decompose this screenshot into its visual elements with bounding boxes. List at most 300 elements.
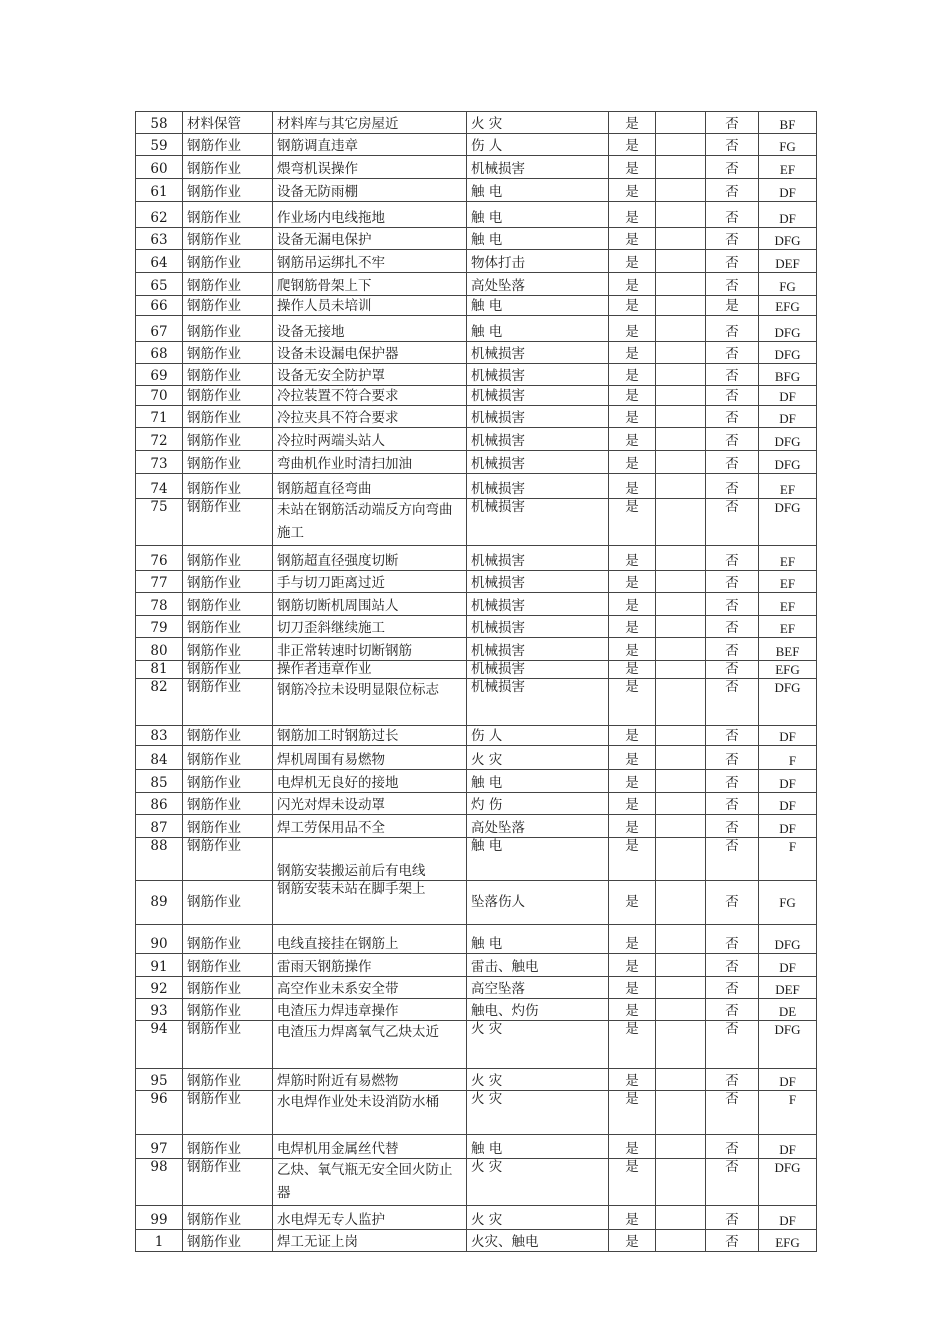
hazard-cell: 坠落伤人 [467,881,609,925]
category-cell: 钢筋作业 [183,316,273,342]
blank-cell [656,616,706,638]
blank-cell [656,925,706,954]
yes-cell: 是 [609,571,656,593]
hazard-cell: 伤 人 [467,134,609,156]
code-cell: EF [759,156,817,179]
category-cell: 钢筋作业 [183,474,273,499]
table-row [136,999,817,1021]
category-cell: 钢筋作业 [183,593,273,616]
code-cell: DEF [759,977,817,999]
row-number: 84 [136,746,183,770]
yes-cell: 是 [609,1159,656,1206]
table-row [136,1159,817,1206]
blank-cell [656,571,706,593]
no-cell: 否 [706,1230,759,1252]
table-row [136,881,817,925]
blank-cell [656,202,706,228]
row-number: 95 [136,1069,183,1091]
table-row [136,616,817,638]
table-row [136,770,817,793]
item-cell: 闪光对焊未设动罩 [273,793,467,815]
code-cell: DFG [759,451,817,474]
table-row [136,406,817,428]
no-cell: 否 [706,593,759,616]
table-row [136,202,817,228]
category-cell: 材料保管 [183,112,273,134]
yes-cell: 是 [609,746,656,770]
no-cell: 否 [706,179,759,202]
blank-cell [656,881,706,925]
item-cell: 乙炔、氧气瓶无安全回火防止器 [273,1159,467,1206]
item-cell: 钢筋安装未站在脚手架上 [273,881,467,925]
row-number: 80 [136,638,183,661]
item-cell: 材料库与其它房屋近 [273,112,467,134]
yes-cell: 是 [609,451,656,474]
row-number: 76 [136,546,183,571]
table-row [136,386,817,406]
item-cell: 非正常转速时切断钢筋 [273,638,467,661]
item-cell: 焊机周围有易燃物 [273,746,467,770]
table-row [136,977,817,999]
item-cell: 煨弯机误操作 [273,156,467,179]
blank-cell [656,977,706,999]
hazard-cell: 机械损害 [467,474,609,499]
code-cell: FG [759,881,817,925]
category-cell: 钢筋作业 [183,999,273,1021]
yes-cell: 是 [609,838,656,881]
row-number: 89 [136,881,183,925]
item-cell: 手与切刀距离过近 [273,571,467,593]
blank-cell [656,746,706,770]
row-number: 92 [136,977,183,999]
code-cell: DF [759,770,817,793]
row-number: 62 [136,202,183,228]
blank-cell [656,546,706,571]
code-cell: DFG [759,925,817,954]
no-cell: 否 [706,112,759,134]
hazard-cell: 触 电 [467,296,609,316]
row-number: 66 [136,296,183,316]
yes-cell: 是 [609,793,656,815]
hazard-cell: 火 灾 [467,1206,609,1230]
code-cell: DFG [759,316,817,342]
category-cell: 钢筋作业 [183,571,273,593]
yes-cell: 是 [609,546,656,571]
hazard-cell: 高处坠落 [467,273,609,296]
no-cell: 否 [706,386,759,406]
item-cell: 设备无防雨棚 [273,179,467,202]
category-cell: 钢筋作业 [183,499,273,546]
code-cell: EFG [759,296,817,316]
no-cell: 否 [706,451,759,474]
yes-cell: 是 [609,1206,656,1230]
code-cell: DF [759,406,817,428]
hazard-cell: 物体打击 [467,250,609,273]
table-row [136,793,817,815]
item-cell: 设备无安全防护罩 [273,364,467,386]
row-number: 77 [136,571,183,593]
category-cell: 钢筋作业 [183,815,273,838]
table-row [136,815,817,838]
hazard-cell: 机械损害 [467,661,609,679]
category-cell: 钢筋作业 [183,546,273,571]
blank-cell [656,1159,706,1206]
table-row [136,228,817,250]
item-cell: 操作者违章作业 [273,661,467,679]
item-cell: 水电焊作业处未设消防水桶 [273,1091,467,1135]
no-cell: 否 [706,1069,759,1091]
table-row [136,250,817,273]
yes-cell: 是 [609,316,656,342]
code-cell: EFG [759,1230,817,1252]
item-cell: 焊工劳保用品不全 [273,815,467,838]
table-row [136,954,817,977]
blank-cell [656,451,706,474]
no-cell: 否 [706,925,759,954]
hazard-cell: 火 灾 [467,112,609,134]
no-cell: 否 [706,474,759,499]
item-cell: 弯曲机作业时清扫加油 [273,451,467,474]
row-number: 70 [136,386,183,406]
table-row [136,638,817,661]
category-cell: 钢筋作业 [183,364,273,386]
item-cell: 电焊机无良好的接地 [273,770,467,793]
table-row [136,925,817,954]
row-number: 99 [136,1206,183,1230]
row-number: 81 [136,661,183,679]
item-cell: 设备无漏电保护 [273,228,467,250]
blank-cell [656,1230,706,1252]
category-cell: 钢筋作业 [183,954,273,977]
category-cell: 钢筋作业 [183,746,273,770]
hazard-cell: 机械损害 [467,546,609,571]
hazard-cell: 火 灾 [467,1021,609,1069]
code-cell: DFG [759,679,817,726]
hazard-cell: 机械损害 [467,499,609,546]
yes-cell: 是 [609,156,656,179]
category-cell: 钢筋作业 [183,679,273,726]
item-cell: 电焊机用金属丝代替 [273,1135,467,1159]
no-cell: 否 [706,546,759,571]
code-cell: EF [759,593,817,616]
hazard-table [135,111,817,1252]
row-number: 67 [136,316,183,342]
blank-cell [656,838,706,881]
code-cell: DFG [759,1021,817,1069]
blank-cell [656,296,706,316]
category-cell: 钢筋作业 [183,451,273,474]
yes-cell: 是 [609,977,656,999]
table-row [136,273,817,296]
row-number: 71 [136,406,183,428]
blank-cell [656,1206,706,1230]
yes-cell: 是 [609,228,656,250]
row-number: 58 [136,112,183,134]
yes-cell: 是 [609,179,656,202]
hazard-cell: 机械损害 [467,342,609,364]
item-cell: 焊筋时附近有易燃物 [273,1069,467,1091]
item-cell: 高空作业未系安全带 [273,977,467,999]
category-cell: 钢筋作业 [183,925,273,954]
no-cell: 否 [706,250,759,273]
category-cell: 钢筋作业 [183,428,273,451]
hazard-cell: 触 电 [467,316,609,342]
code-cell: DF [759,1069,817,1091]
no-cell: 否 [706,134,759,156]
row-number: 59 [136,134,183,156]
item-cell: 钢筋调直违章 [273,134,467,156]
item-cell: 未站在钢筋活动端反方向弯曲施工 [273,499,467,546]
hazard-cell: 火灾、触电 [467,1230,609,1252]
code-cell: BF [759,112,817,134]
code-cell: FG [759,273,817,296]
no-cell: 否 [706,228,759,250]
item-cell: 钢筋安装搬运前后有电线 [273,838,467,881]
blank-cell [656,1069,706,1091]
blank-cell [656,793,706,815]
hazard-cell: 机械损害 [467,364,609,386]
hazard-cell: 高处坠落 [467,815,609,838]
blank-cell [656,999,706,1021]
hazard-cell: 高空坠落 [467,977,609,999]
row-number: 1 [136,1230,183,1252]
no-cell: 否 [706,364,759,386]
item-cell: 焊工无证上岗 [273,1230,467,1252]
item-cell: 设备未设漏电保护器 [273,342,467,364]
row-number: 73 [136,451,183,474]
row-number: 94 [136,1021,183,1069]
row-number: 86 [136,793,183,815]
yes-cell: 是 [609,1230,656,1252]
item-cell: 冷拉装置不符合要求 [273,386,467,406]
blank-cell [656,228,706,250]
table-row [136,1069,817,1091]
no-cell: 否 [706,1135,759,1159]
blank-cell [656,499,706,546]
no-cell: 否 [706,977,759,999]
yes-cell: 是 [609,250,656,273]
no-cell: 否 [706,616,759,638]
table-row [136,112,817,134]
row-number: 69 [136,364,183,386]
code-cell: DFG [759,1159,817,1206]
row-number: 75 [136,499,183,546]
yes-cell: 是 [609,925,656,954]
table-row [136,1091,817,1135]
hazard-cell: 伤 人 [467,726,609,746]
category-cell: 钢筋作业 [183,406,273,428]
blank-cell [656,770,706,793]
category-cell: 钢筋作业 [183,977,273,999]
blank-cell [656,342,706,364]
yes-cell: 是 [609,202,656,228]
code-cell: DFG [759,342,817,364]
code-cell: F [759,1091,817,1135]
yes-cell: 是 [609,815,656,838]
yes-cell: 是 [609,1091,656,1135]
no-cell: 否 [706,661,759,679]
item-cell: 钢筋吊运绑扎不牢 [273,250,467,273]
no-cell: 否 [706,1021,759,1069]
code-cell: EFG [759,661,817,679]
table-row [136,546,817,571]
hazard-cell: 机械损害 [467,406,609,428]
blank-cell [656,593,706,616]
code-cell: DF [759,954,817,977]
row-number: 97 [136,1135,183,1159]
blank-cell [656,726,706,746]
code-cell: DF [759,386,817,406]
hazard-cell: 火 灾 [467,1069,609,1091]
table-row [136,1206,817,1230]
blank-cell [656,638,706,661]
hazard-cell: 触 电 [467,925,609,954]
yes-cell: 是 [609,342,656,364]
row-number: 85 [136,770,183,793]
yes-cell: 是 [609,474,656,499]
code-cell: DF [759,726,817,746]
item-cell: 电渣压力焊违章操作 [273,999,467,1021]
category-cell: 钢筋作业 [183,1230,273,1252]
category-cell: 钢筋作业 [183,793,273,815]
item-cell: 操作人员未培训 [273,296,467,316]
hazard-cell: 触电、灼伤 [467,999,609,1021]
blank-cell [656,428,706,451]
yes-cell: 是 [609,1021,656,1069]
table-row [136,593,817,616]
table-row [136,179,817,202]
hazard-cell: 触 电 [467,838,609,881]
yes-cell: 是 [609,679,656,726]
no-cell: 是 [706,296,759,316]
item-cell: 钢筋加工时钢筋过长 [273,726,467,746]
table-row [136,296,817,316]
table-row [136,134,817,156]
hazard-cell: 机械损害 [467,638,609,661]
row-number: 68 [136,342,183,364]
code-cell: DE [759,999,817,1021]
category-cell: 钢筋作业 [183,1206,273,1230]
blank-cell [656,661,706,679]
item-cell: 作业场内电线拖地 [273,202,467,228]
category-cell: 钢筋作业 [183,726,273,746]
hazard-cell: 机械损害 [467,386,609,406]
yes-cell: 是 [609,638,656,661]
item-cell: 雷雨天钢筋操作 [273,954,467,977]
hazard-cell: 触 电 [467,770,609,793]
no-cell: 否 [706,202,759,228]
no-cell: 否 [706,838,759,881]
code-cell: F [759,746,817,770]
category-cell: 钢筋作业 [183,1021,273,1069]
category-cell: 钢筋作业 [183,1135,273,1159]
no-cell: 否 [706,428,759,451]
item-cell: 电渣压力焊离氧气乙炔太近 [273,1021,467,1069]
blank-cell [656,1021,706,1069]
item-cell: 爬钢筋骨架上下 [273,273,467,296]
blank-cell [656,273,706,296]
yes-cell: 是 [609,296,656,316]
blank-cell [656,1091,706,1135]
table-row [136,342,817,364]
no-cell: 否 [706,1206,759,1230]
row-number: 78 [136,593,183,616]
row-number: 83 [136,726,183,746]
item-cell: 钢筋超直径弯曲 [273,474,467,499]
row-number: 93 [136,999,183,1021]
code-cell: DF [759,179,817,202]
no-cell: 否 [706,726,759,746]
no-cell: 否 [706,999,759,1021]
item-cell: 设备无接地 [273,316,467,342]
category-cell: 钢筋作业 [183,202,273,228]
code-cell: EF [759,546,817,571]
hazard-cell: 机械损害 [467,679,609,726]
category-cell: 钢筋作业 [183,770,273,793]
row-number: 98 [136,1159,183,1206]
code-cell: EF [759,616,817,638]
blank-cell [656,1135,706,1159]
hazard-cell: 火 灾 [467,1091,609,1135]
no-cell: 否 [706,156,759,179]
yes-cell: 是 [609,112,656,134]
table-row [136,571,817,593]
category-cell: 钢筋作业 [183,179,273,202]
code-cell: DF [759,1135,817,1159]
no-cell: 否 [706,406,759,428]
no-cell: 否 [706,316,759,342]
no-cell: 否 [706,499,759,546]
yes-cell: 是 [609,428,656,451]
blank-cell [656,406,706,428]
hazard-cell: 机械损害 [467,593,609,616]
table-row [136,499,817,546]
item-cell: 钢筋冷拉未设明显限位标志 [273,679,467,726]
no-cell: 否 [706,1159,759,1206]
category-cell: 钢筋作业 [183,838,273,881]
code-cell: DF [759,793,817,815]
yes-cell: 是 [609,999,656,1021]
blank-cell [656,386,706,406]
item-cell: 钢筋超直径强度切断 [273,546,467,571]
yes-cell: 是 [609,273,656,296]
blank-cell [656,679,706,726]
no-cell: 否 [706,815,759,838]
code-cell: DFG [759,428,817,451]
code-cell: DEF [759,250,817,273]
table-row [136,746,817,770]
item-cell: 冷拉时两端头站人 [273,428,467,451]
code-cell: DF [759,202,817,228]
category-cell: 钢筋作业 [183,616,273,638]
yes-cell: 是 [609,1135,656,1159]
no-cell: 否 [706,954,759,977]
category-cell: 钢筋作业 [183,638,273,661]
table-row [136,474,817,499]
row-number: 88 [136,838,183,881]
item-cell: 钢筋切断机周围站人 [273,593,467,616]
row-number: 65 [136,273,183,296]
table-row [136,316,817,342]
hazard-cell: 灼 伤 [467,793,609,815]
no-cell: 否 [706,1091,759,1135]
table-row [136,1230,817,1252]
hazard-cell: 火 灾 [467,746,609,770]
no-cell: 否 [706,342,759,364]
item-cell: 冷拉夹具不符合要求 [273,406,467,428]
no-cell: 否 [706,638,759,661]
table-row [136,726,817,746]
